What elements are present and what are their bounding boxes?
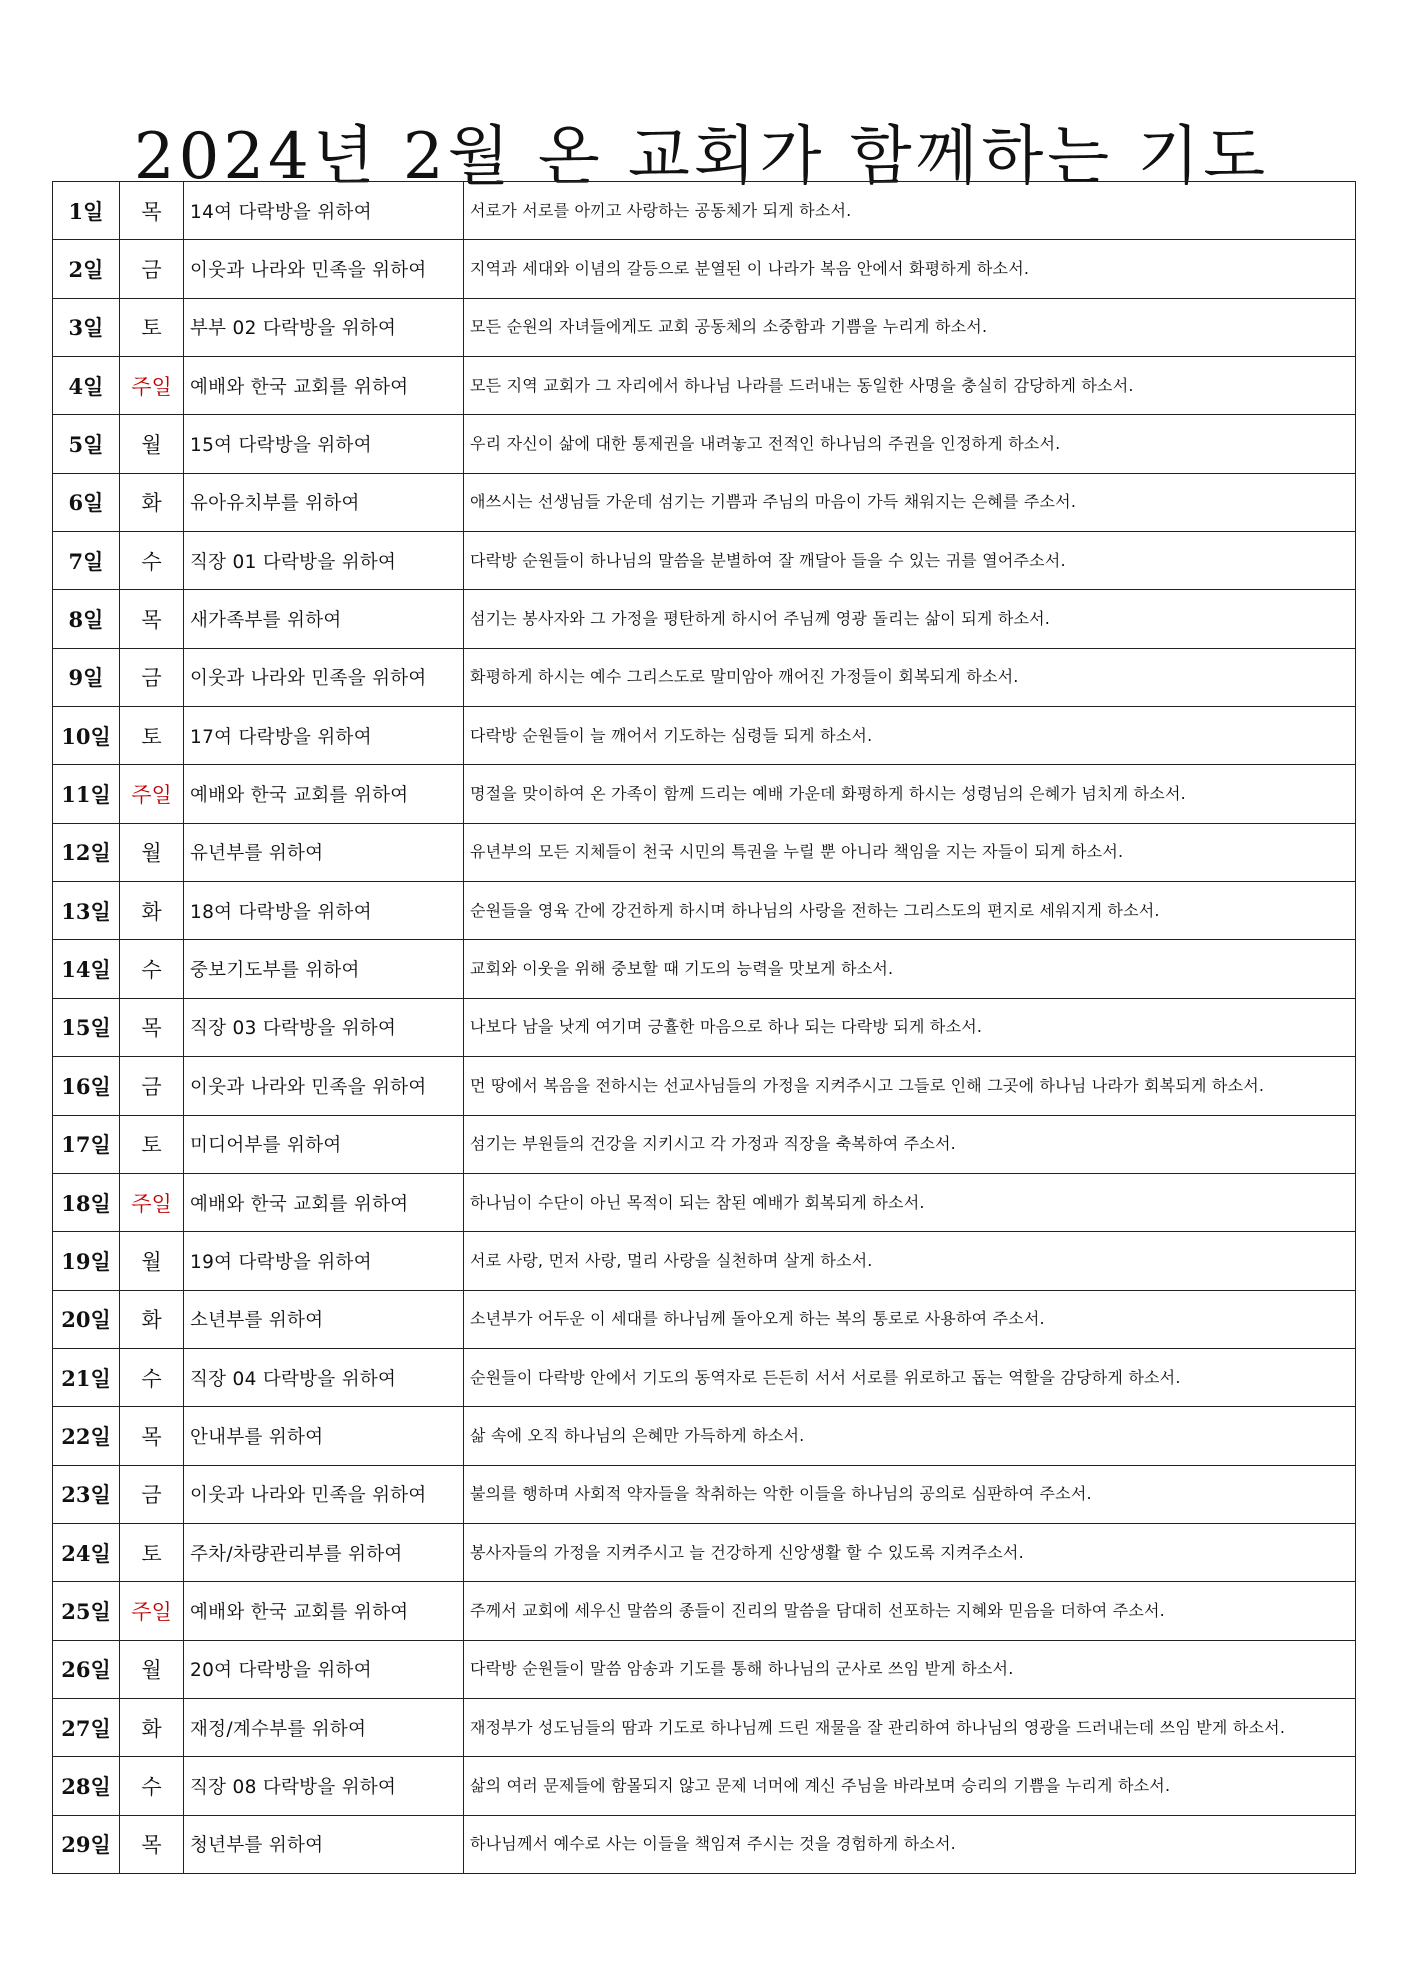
day-cell: 8일 <box>53 590 120 648</box>
table-row <box>53 1290 1356 1348</box>
prayer-target-cell: 이웃과 나라와 민족을 위하여 <box>184 648 464 706</box>
table-row <box>53 240 1356 298</box>
prayer-target-cell: 예배와 한국 교회를 위하여 <box>184 1582 464 1640</box>
prayer-text-cell: 하나님께서 예수로 사는 이들을 책임져 주시는 것을 경험하게 하소서. <box>464 1815 1356 1873</box>
table-row <box>53 1815 1356 1873</box>
prayer-text-cell: 재정부가 성도님들의 땀과 기도로 하나님께 드린 재물을 잘 관리하여 하나님의 영광을 드러내는데 쓰임 받게 하소서. <box>464 1698 1356 1756</box>
weekday-cell: 수 <box>120 940 184 998</box>
prayer-target-cell: 직장 08 다락방을 위하여 <box>184 1757 464 1815</box>
prayer-text-cell: 나보다 남을 낫게 여기며 긍휼한 마음으로 하나 되는 다락방 되게 하소서. <box>464 998 1356 1056</box>
table-row <box>53 940 1356 998</box>
prayer-text-cell: 불의를 행하며 사회적 약자들을 착취하는 악한 이들을 하나님의 공의로 심판하여 주소서. <box>464 1465 1356 1523</box>
weekday-cell: 토 <box>120 707 184 765</box>
prayer-target-cell: 14여 다락방을 위하여 <box>184 182 464 240</box>
prayer-target-cell: 청년부를 위하여 <box>184 1815 464 1873</box>
prayer-target-cell: 이웃과 나라와 민족을 위하여 <box>184 240 464 298</box>
weekday-cell: 금 <box>120 648 184 706</box>
weekday-cell: 금 <box>120 240 184 298</box>
prayer-target-cell: 이웃과 나라와 민족을 위하여 <box>184 1465 464 1523</box>
day-cell: 26일 <box>53 1640 120 1698</box>
table-row <box>53 298 1356 356</box>
prayer-target-cell: 재정/계수부를 위하여 <box>184 1698 464 1756</box>
day-cell: 9일 <box>53 648 120 706</box>
table-row <box>53 1115 1356 1173</box>
prayer-target-cell: 예배와 한국 교회를 위하여 <box>184 357 464 415</box>
prayer-target-cell: 중보기도부를 위하여 <box>184 940 464 998</box>
weekday-cell: 월 <box>120 1232 184 1290</box>
prayer-text-cell: 순원들을 영육 간에 강건하게 하시며 하나님의 사랑을 전하는 그리스도의 편지로 세워지게 하소서. <box>464 882 1356 940</box>
prayer-text-cell: 명절을 맞이하여 온 가족이 함께 드리는 예배 가운데 화평하게 하시는 성령님의 은혜가 넘치게 하소서. <box>464 765 1356 823</box>
day-cell: 12일 <box>53 823 120 881</box>
prayer-schedule-body <box>53 182 1356 1874</box>
prayer-target-cell: 17여 다락방을 위하여 <box>184 707 464 765</box>
day-cell: 16일 <box>53 1057 120 1115</box>
weekday-cell: 금 <box>120 1465 184 1523</box>
prayer-target-cell: 19여 다락방을 위하여 <box>184 1232 464 1290</box>
weekday-cell: 수 <box>120 1348 184 1406</box>
table-row <box>53 415 1356 473</box>
day-cell: 17일 <box>53 1115 120 1173</box>
prayer-text-cell: 다락방 순원들이 말씀 암송과 기도를 통해 하나님의 군사로 쓰임 받게 하소서. <box>464 1640 1356 1698</box>
weekday-cell: 목 <box>120 182 184 240</box>
table-row <box>53 1757 1356 1815</box>
day-cell: 19일 <box>53 1232 120 1290</box>
day-cell: 18일 <box>53 1173 120 1231</box>
day-cell: 15일 <box>53 998 120 1056</box>
weekday-cell: 화 <box>120 882 184 940</box>
day-cell: 14일 <box>53 940 120 998</box>
day-cell: 1일 <box>53 182 120 240</box>
table-row <box>53 590 1356 648</box>
day-cell: 4일 <box>53 357 120 415</box>
weekday-cell: 토 <box>120 1523 184 1581</box>
prayer-text-cell: 모든 순원의 자녀들에게도 교회 공동체의 소중함과 기쁨을 누리게 하소서. <box>464 298 1356 356</box>
weekday-cell: 주일 <box>120 357 184 415</box>
prayer-target-cell: 예배와 한국 교회를 위하여 <box>184 765 464 823</box>
prayer-schedule-table <box>52 181 1356 1874</box>
day-cell: 10일 <box>53 707 120 765</box>
prayer-text-cell: 모든 지역 교회가 그 자리에서 하나님 나라를 드러내는 동일한 사명을 충실히 감당하게 하소서. <box>464 357 1356 415</box>
day-cell: 21일 <box>53 1348 120 1406</box>
weekday-cell: 월 <box>120 823 184 881</box>
day-cell: 23일 <box>53 1465 120 1523</box>
day-cell: 28일 <box>53 1757 120 1815</box>
day-cell: 3일 <box>53 298 120 356</box>
day-cell: 27일 <box>53 1698 120 1756</box>
table-row <box>53 1698 1356 1756</box>
prayer-target-cell: 부부 02 다락방을 위하여 <box>184 298 464 356</box>
table-row <box>53 1407 1356 1465</box>
prayer-target-cell: 새가족부를 위하여 <box>184 590 464 648</box>
weekday-cell: 목 <box>120 998 184 1056</box>
prayer-target-cell: 유년부를 위하여 <box>184 823 464 881</box>
weekday-cell: 월 <box>120 415 184 473</box>
table-row <box>53 532 1356 590</box>
prayer-target-cell: 15여 다락방을 위하여 <box>184 415 464 473</box>
prayer-target-cell: 직장 01 다락방을 위하여 <box>184 532 464 590</box>
weekday-cell: 수 <box>120 1757 184 1815</box>
prayer-target-cell: 직장 03 다락방을 위하여 <box>184 998 464 1056</box>
table-row <box>53 882 1356 940</box>
day-cell: 2일 <box>53 240 120 298</box>
prayer-text-cell: 유년부의 모든 지체들이 천국 시민의 특권을 누릴 뿐 아니라 책임을 지는 자들이 되게 하소서. <box>464 823 1356 881</box>
weekday-cell: 목 <box>120 1815 184 1873</box>
weekday-cell: 목 <box>120 590 184 648</box>
day-cell: 20일 <box>53 1290 120 1348</box>
weekday-cell: 목 <box>120 1407 184 1465</box>
weekday-cell: 화 <box>120 1290 184 1348</box>
day-cell: 22일 <box>53 1407 120 1465</box>
day-cell: 11일 <box>53 765 120 823</box>
table-row <box>53 357 1356 415</box>
table-row <box>53 823 1356 881</box>
day-cell: 29일 <box>53 1815 120 1873</box>
prayer-text-cell: 하나님이 수단이 아닌 목적이 되는 참된 예배가 회복되게 하소서. <box>464 1173 1356 1231</box>
prayer-target-cell: 미디어부를 위하여 <box>184 1115 464 1173</box>
weekday-cell: 주일 <box>120 765 184 823</box>
prayer-text-cell: 지역과 세대와 이념의 갈등으로 분열된 이 나라가 복음 안에서 화평하게 하소서. <box>464 240 1356 298</box>
prayer-text-cell: 다락방 순원들이 하나님의 말씀을 분별하여 잘 깨달아 들을 수 있는 귀를 열어주소서. <box>464 532 1356 590</box>
prayer-target-cell: 18여 다락방을 위하여 <box>184 882 464 940</box>
day-cell: 6일 <box>53 473 120 531</box>
page-title: 2024년 2월 온 교회가 함께하는 기도 <box>133 119 1270 194</box>
table-row <box>53 1640 1356 1698</box>
weekday-cell: 토 <box>120 1115 184 1173</box>
table-row <box>53 998 1356 1056</box>
table-row <box>53 765 1356 823</box>
prayer-text-cell: 소년부가 어두운 이 세대를 하나님께 돌아오게 하는 복의 통로로 사용하여 주소서. <box>464 1290 1356 1348</box>
prayer-text-cell: 우리 자신이 삶에 대한 통제권을 내려놓고 전적인 하나님의 주권을 인정하게 하소서. <box>464 415 1356 473</box>
day-cell: 5일 <box>53 415 120 473</box>
table-row <box>53 648 1356 706</box>
prayer-text-cell: 주께서 교회에 세우신 말씀의 종들이 진리의 말씀을 담대히 선포하는 지혜와 믿음을 더하여 주소서. <box>464 1582 1356 1640</box>
table-row <box>53 707 1356 765</box>
day-cell: 13일 <box>53 882 120 940</box>
table-row <box>53 1348 1356 1406</box>
prayer-target-cell: 20여 다락방을 위하여 <box>184 1640 464 1698</box>
table-row <box>53 182 1356 240</box>
prayer-text-cell: 다락방 순원들이 늘 깨어서 기도하는 심령들 되게 하소서. <box>464 707 1356 765</box>
prayer-text-cell: 봉사자들의 가정을 지켜주시고 늘 건강하게 신앙생활 할 수 있도록 지켜주소서. <box>464 1523 1356 1581</box>
day-cell: 7일 <box>53 532 120 590</box>
weekday-cell: 토 <box>120 298 184 356</box>
prayer-text-cell: 서로 사랑, 먼저 사랑, 멀리 사랑을 실천하며 살게 하소서. <box>464 1232 1356 1290</box>
prayer-target-cell: 예배와 한국 교회를 위하여 <box>184 1173 464 1231</box>
table-row <box>53 1465 1356 1523</box>
prayer-target-cell: 소년부를 위하여 <box>184 1290 464 1348</box>
table-row <box>53 473 1356 531</box>
prayer-text-cell: 섬기는 봉사자와 그 가정을 평탄하게 하시어 주님께 영광 돌리는 삶이 되게 하소서. <box>464 590 1356 648</box>
table-row <box>53 1057 1356 1115</box>
day-cell: 24일 <box>53 1523 120 1581</box>
prayer-target-cell: 유아유치부를 위하여 <box>184 473 464 531</box>
prayer-text-cell: 삶 속에 오직 하나님의 은혜만 가득하게 하소서. <box>464 1407 1356 1465</box>
table-row <box>53 1173 1356 1231</box>
prayer-text-cell: 먼 땅에서 복음을 전하시는 선교사님들의 가정을 지켜주시고 그들로 인해 그곳에 하나님 나라가 회복되게 하소서. <box>464 1057 1356 1115</box>
table-row <box>53 1582 1356 1640</box>
day-cell: 25일 <box>53 1582 120 1640</box>
prayer-target-cell: 안내부를 위하여 <box>184 1407 464 1465</box>
weekday-cell: 화 <box>120 473 184 531</box>
weekday-cell: 금 <box>120 1057 184 1115</box>
prayer-target-cell: 직장 04 다락방을 위하여 <box>184 1348 464 1406</box>
prayer-target-cell: 이웃과 나라와 민족을 위하여 <box>184 1057 464 1115</box>
weekday-cell: 주일 <box>120 1582 184 1640</box>
prayer-text-cell: 교회와 이웃을 위해 중보할 때 기도의 능력을 맛보게 하소서. <box>464 940 1356 998</box>
prayer-text-cell: 섬기는 부원들의 건강을 지키시고 각 가정과 직장을 축복하여 주소서. <box>464 1115 1356 1173</box>
prayer-text-cell: 애쓰시는 선생님들 가운데 섬기는 기쁨과 주님의 마음이 가득 채워지는 은혜를 주소서. <box>464 473 1356 531</box>
weekday-cell: 월 <box>120 1640 184 1698</box>
weekday-cell: 수 <box>120 532 184 590</box>
prayer-text-cell: 서로가 서로를 아끼고 사랑하는 공동체가 되게 하소서. <box>464 182 1356 240</box>
prayer-text-cell: 순원들이 다락방 안에서 기도의 동역자로 든든히 서서 서로를 위로하고 돕는 역할을 감당하게 하소서. <box>464 1348 1356 1406</box>
prayer-target-cell: 주차/차량관리부를 위하여 <box>184 1523 464 1581</box>
weekday-cell: 화 <box>120 1698 184 1756</box>
weekday-cell: 주일 <box>120 1173 184 1231</box>
table-row <box>53 1523 1356 1581</box>
prayer-text-cell: 삶의 여러 문제들에 함몰되지 않고 문제 너머에 계신 주님을 바라보며 승리의 기쁨을 누리게 하소서. <box>464 1757 1356 1815</box>
table-row <box>53 1232 1356 1290</box>
prayer-text-cell: 화평하게 하시는 예수 그리스도로 말미암아 깨어진 가정들이 회복되게 하소서. <box>464 648 1356 706</box>
